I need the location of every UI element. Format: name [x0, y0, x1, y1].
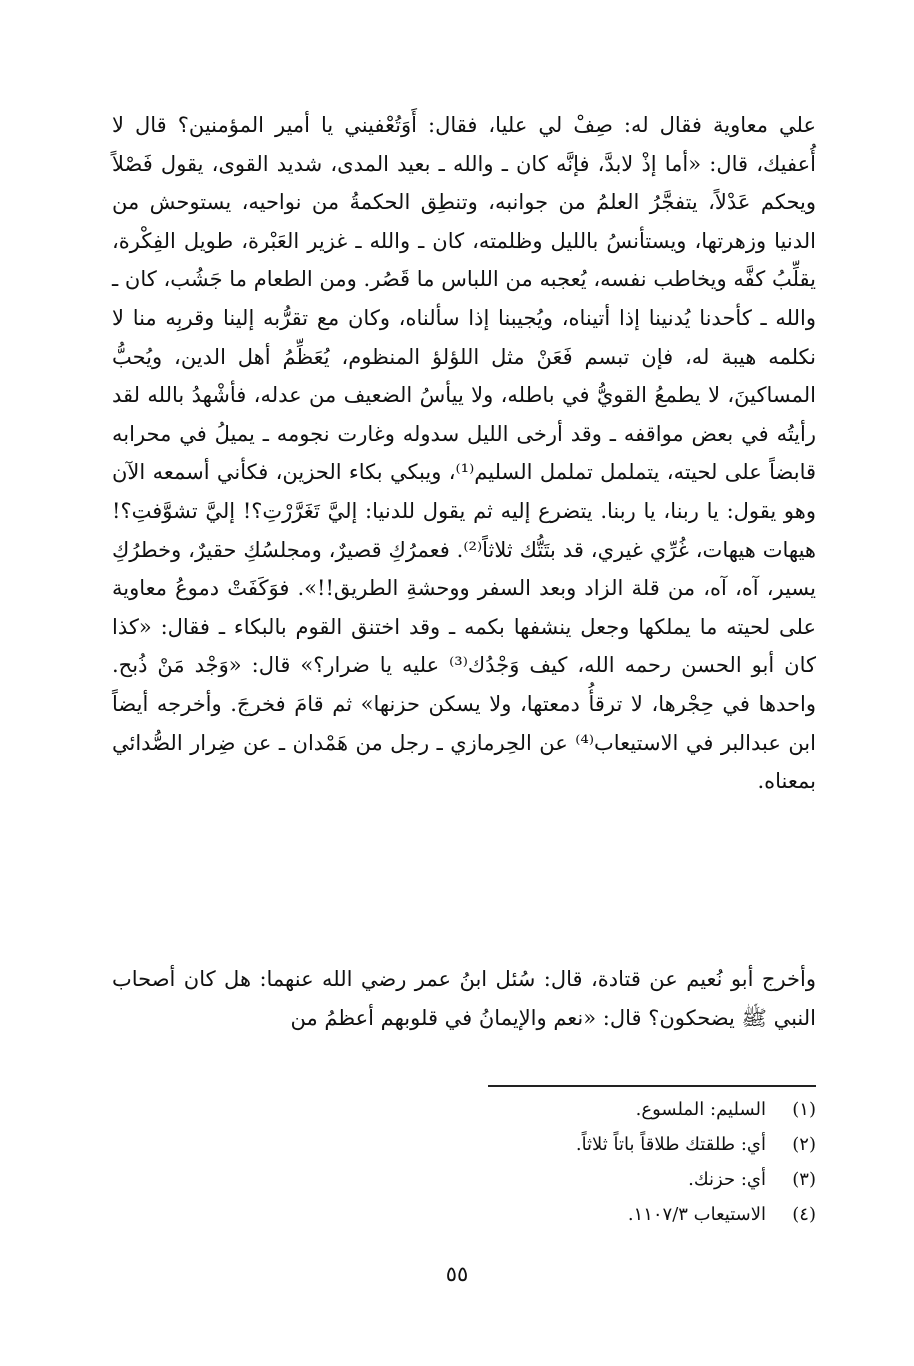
footnote-2: [300, 1127, 816, 1162]
footnote-text: السليم: الملسوع.: [635, 1099, 766, 1120]
paragraph-text: وأخرج أبو نُعيم عن قتادة، قال: سُئل ابنُ عمر رضي الله عنهما: هل كان أصحاب النبي ﷺ يضحكون؟ قال: «نعم والإيمانُ في قلوبهم أعظمُ من: [112, 967, 816, 1030]
footnote-4: [300, 1197, 816, 1232]
body-paragraph-1: [112, 106, 816, 801]
footnote-text: أي: حزنك.: [688, 1169, 766, 1190]
footnote-number: (٢): [792, 1134, 816, 1155]
footnote-1: [300, 1092, 816, 1127]
footnote-text: الاستيعاب ١١٠٧/٣.: [627, 1204, 766, 1225]
footnote-number: (٤): [792, 1204, 816, 1225]
page-number: ٥٥: [445, 1262, 469, 1286]
body-paragraph-2: [112, 960, 816, 1037]
footnote-separator: [488, 1085, 816, 1087]
footnote-number: (١): [792, 1099, 816, 1120]
footnote-number: (٣): [792, 1169, 816, 1190]
footnotes: [300, 1092, 816, 1232]
paragraph-text: علي معاوية فقال له: صِفْ لي عليا، فقال: أَوَتُعْفيني يا أمير المؤمنين؟ قال لا أُعفيك، قال: «أما إذْ لابدَّ، فإنَّه كان ـ والله ـ بعيد المدى، شديد القوى، يقول فَصْلاً ويحكم عَدْلاً، يتفجَّرُ العلمُ من جوانبه، وتنطِق الحكمةُ من نواحيه، يستوحش من الدنيا وزهرتها، ويستأنسُ بالليل وظلمته، كان ـ والله ـ غزير العَبْرة، طويل الفِكْرة، يقلِّبُ كفَّه ويخاطب نفسه، يُعجبه من اللباس ما قَصُر. ومن الطعام ما جَشُب، كان ـ والله ـ كأحدنا يُدنينا إذا أتيناه، ويُجيبنا إذا سألناه، وكان مع تقرُّبه إلينا وقربِه منا لا نكلمه هيبة له، فإن تبسم فَعَنْ مثل اللؤلؤ المنظوم، يُعَظِّمُ أهل الدين، ويُحبُّ المساكينَ، لا يطمعُ القويُّ في باطله، ولا ييأسُ الضعيف من عدله، فأشْهدُ بالله لقد رأيتُه في بعض مواقفه ـ وقد أرخى الليل سدوله وغارت نجومه ـ يميلُ في محرابه قابضاً على لحيته، يتململ تململ السليم⁽¹⁾، ويبكي بكاء الحزين، فكأني أسمعه الآن وهو يقول: يا ربنا، يا ربنا. يتضرع إليه ثم يقول للدنيا: إليَّ تَغَرَّرْتِ؟! إليَّ تشوَّفتِ؟! هيهات هيهات، غُرِّي غيري، قد بتَتُّك ثلاثاً⁽²⁾. فعمرُكِ قصيرٌ، ومجلسُكِ حقيرٌ، وخطرُكِ يسير، آه، آه، من قلة الزاد وبعد السفر ووحشةِ الطريق!!». فوَكَفَتْ دموعُ معاوية على لحيته ما يملكها وجعل ينشفها بكمه ـ وقد اختنق القوم بالبكاء ـ فقال: «كذا كان أبو الحسن رحمه الله، كيف وَجْدُك⁽³⁾ عليه يا ضرار؟» قال: «وَجْد مَنْ ذُبح. واحدها في حِجْرها، لا ترقأُ دمعتها، ولا يسكن حزنها» ثم قامَ فخرجَ. وأخرجه أيضاً ابن عبدالبر في الاستيعاب⁽⁴⁾ عن الحِرمازي ـ رجل من هَمْدان ـ عن ضِرار الصُّدائي بمعناه.: [112, 113, 817, 794]
footnote-text: أي: طلقتك طلاقاً باتاً ثلاثاً.: [575, 1134, 766, 1155]
footnote-3: [300, 1162, 816, 1197]
